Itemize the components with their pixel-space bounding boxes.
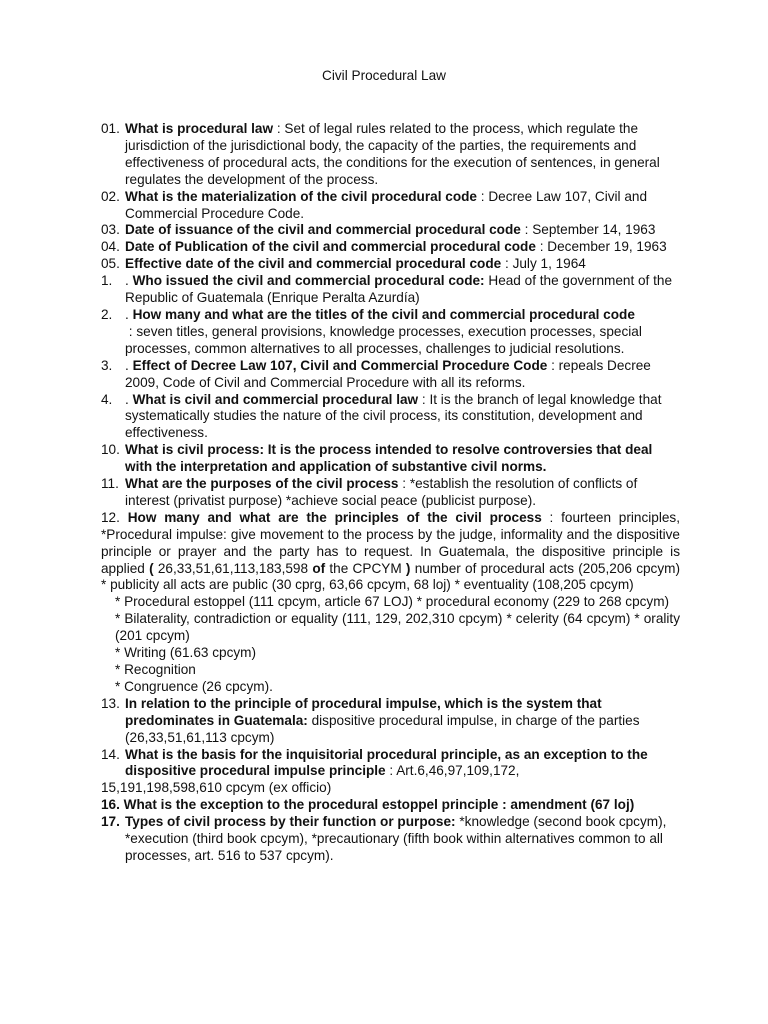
item-number: 2.: [101, 306, 113, 322]
item-number: 05.: [101, 256, 120, 272]
item-number: 11.: [101, 476, 119, 492]
item-number: 10.: [101, 442, 120, 458]
item-17-number: 17.: [101, 814, 120, 830]
list-item: [101, 358, 680, 392]
item-14-question: What is the basis for the inquisitorial procedural principle, as an exception to the dispositive procedural impulse principle: [125, 746, 648, 779]
item-question: Date of Publication of the civil and commercial procedural code: [125, 239, 536, 255]
page-title: Civil Procedural Law: [322, 68, 446, 83]
item-17: [101, 814, 680, 865]
item-question: Effect of Decree Law 107, Civil and Commercial Procedure Code: [132, 357, 548, 373]
item-separator: :: [273, 121, 285, 136]
item-prefix: .: [125, 273, 133, 289]
item-answer: September 14, 1963: [532, 222, 656, 238]
item-number: 4.: [101, 391, 113, 407]
item-12-number: 12.: [101, 509, 120, 525]
item-17-question: Types of civil process by their function or purpose:: [125, 814, 456, 830]
item-12-answer-2: 26,33,51,61,113,183,598: [153, 560, 313, 576]
item-12-answer-3: the CPCYM: [325, 560, 406, 576]
item-prefix: .: [125, 306, 133, 322]
item-question: What is procedural law: [125, 121, 274, 136]
item-question: What is civil process: It is the process intended to resolve controversies that deal with the interpretation and application of substantive civil norms.: [125, 442, 653, 475]
item-12: [101, 510, 680, 595]
item-question: Effective date of the civil and commercial procedural code: [125, 256, 502, 272]
principle-bullet: * Bilaterality, contradiction or equality (111, 129, 202,310 cpcym) * celerity (64 cpcym) * orality (201 cpcym): [115, 611, 680, 644]
item-12-of: of: [312, 560, 326, 576]
principle-bullet: * Procedural estoppel (111 cpcym, article 67 LOJ) * procedural economy (229 to 268 cpcym): [115, 594, 670, 610]
item-answer: repeals Decree 2009, Code of Civil and Commercial Procedure with all its reforms.: [125, 357, 651, 390]
item-12-bracket-close: ): [405, 560, 411, 576]
item-question: What is the materialization of the civil procedural code: [125, 188, 477, 204]
list-item: [101, 256, 680, 273]
item-question: Date of issuance of the civil and commercial procedural code: [125, 222, 521, 238]
principle-bullet: * Congruence (26 cpcym).: [115, 678, 273, 694]
item-answer: December 19, 1963: [547, 239, 667, 255]
document-body: [101, 121, 680, 865]
item-answer: seven titles, general provisions, knowledge processes, execution processes, special processes, common alternatives to all processes, challenges to judicial resolutions.: [125, 323, 642, 356]
list-item: [101, 442, 680, 476]
item-prefix: .: [125, 391, 133, 407]
item-answer: Head of the government of the Republic of Guatemala (Enrique Peralta Azurdía): [125, 273, 673, 306]
list-item: [101, 189, 680, 223]
item-number: 03.: [101, 222, 120, 238]
list-item: [101, 392, 680, 443]
list-item: [101, 121, 680, 189]
item-separator: :: [535, 239, 548, 255]
item-question: Who issued the civil and commercial procedural code:: [132, 273, 485, 289]
item-14: [101, 747, 680, 781]
item-prefix: .: [125, 357, 133, 373]
item-question: How many and what are the titles of the civil and commercial procedural code: [132, 306, 635, 322]
item-question: What are the purposes of the civil process: [125, 476, 399, 492]
list-item: [101, 307, 680, 358]
item-number: 3.: [101, 357, 113, 373]
item-number: 1.: [101, 273, 113, 289]
item-number: 01.: [101, 121, 120, 136]
item-13: [101, 696, 680, 747]
principle-bullet: * Writing (61.63 cpcym): [115, 645, 257, 661]
item-answer: Set of legal rules related to the process, which regulate the jurisdiction of the jurisdictional body, the capacity of the parties, the requirements and effectiveness of procedural acts, the conditions for the execution of sentences, in general regulates the development of the process.: [125, 121, 660, 187]
item-separator: :: [418, 391, 430, 407]
item-answer: It is the branch of legal knowledge that systematically studies the nature of the civil process, its constitution, development and effectiveness.: [125, 391, 662, 441]
item-16-text: 16. What is the exception to the procedural estoppel principle : amendment (67 loj): [101, 797, 635, 813]
item-12-question: How many and what are the principles of the civil process: [127, 509, 542, 525]
item-16: [101, 797, 680, 814]
question-list: [101, 121, 680, 510]
principle-bullet: * Recognition: [115, 662, 196, 677]
item-separator: :: [501, 256, 513, 272]
list-item: [101, 476, 680, 510]
item-answer: July 1, 1964: [512, 256, 586, 272]
item-separator: :: [547, 357, 559, 373]
item-separator: :: [477, 188, 489, 204]
item-separator: :: [520, 222, 533, 238]
item-14-answer-1: : Art.6,46,97,109,172,: [385, 763, 520, 779]
item-number: 04.: [101, 239, 120, 255]
item-separator: :: [125, 323, 137, 339]
list-item: [101, 273, 680, 307]
item-12-bracket-open: (: [149, 560, 154, 576]
list-item: [101, 222, 680, 239]
item-12-answer-4: number of procedural acts (205,206 cpcym) * publicity all acts are public (30 cprg, 63,66 cpcym, 68 loj) * eventuality (108,205 cpcym): [101, 560, 680, 593]
item-number: 02.: [101, 188, 120, 204]
item-12-answer-1: : fourteen principles, *Procedural impulse: give movement to the process by the judge, informality and the dispositive principle or prayer and the party has to request. In Guatemala, the dispositive principle is applied: [101, 509, 680, 576]
item-answer: Decree Law 107, Civil and Commercial Procedure Code.: [125, 188, 648, 221]
list-item: [101, 239, 680, 256]
item-17-answer: *knowledge (second book cpcym), *execution (third book cpcym), *precautionary (fifth book within alternatives common to all processes, art. 516 to 537 cpcym).: [125, 814, 667, 863]
item-14-number: 14.: [101, 746, 120, 762]
item-separator: :: [398, 476, 410, 492]
item-question: What is civil and commercial procedural law: [132, 391, 419, 407]
item-13-question: In relation to the principle of procedural impulse, which is the system that predominates in Guatemala:: [125, 695, 602, 728]
item-14-continuation: 15,191,198,598,610 cpcym (ex officio): [101, 780, 332, 796]
item-13-number: 13.: [101, 695, 120, 711]
item-answer: *establish the resolution of conflicts of interest (privatist purpose) *achieve social peace (publicist purpose).: [125, 476, 638, 508]
item-13-answer: dispositive procedural impulse, in charge of the parties (26,33,51,61,113 cpcym): [125, 712, 640, 745]
principles-bullets: [101, 594, 680, 695]
